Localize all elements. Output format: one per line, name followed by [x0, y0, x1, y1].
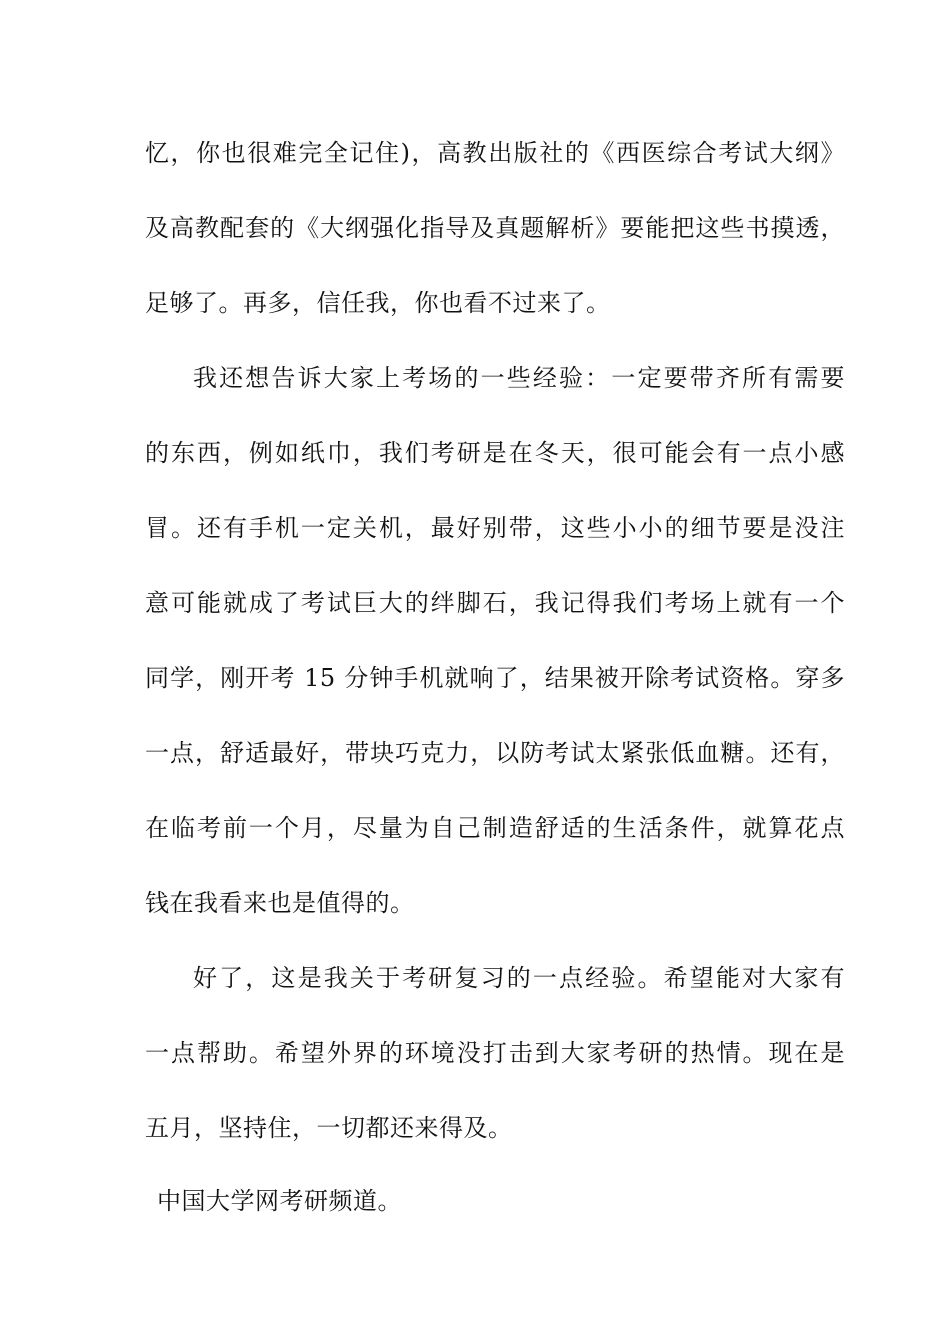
paragraph-2-line-1: 我还想告诉大家上考场的一些经验：一定要带齐所有需要	[193, 364, 845, 392]
paragraph-2-line-5: 同学，刚开考 15 分钟手机就响了，结果被开除考试资格。穿多	[145, 664, 845, 692]
paragraph-2-line-4: 意可能就成了考试巨大的绊脚石，我记得我们考场上就有一个	[145, 589, 845, 617]
paragraph-3-line-2: 一点帮助。希望外界的环境没打击到大家考研的热情。现在是	[145, 1039, 845, 1067]
paragraph-1-line-1: 忆，你也很难完全记住)，高教出版社的《西医综合考试大纲》	[145, 139, 845, 167]
paragraph-3-line-1: 好了，这是我关于考研复习的一点经验。希望能对大家有	[193, 964, 845, 992]
paragraph-2-line-2: 的东西，例如纸巾，我们考研是在冬天，很可能会有一点小感	[145, 439, 845, 467]
paragraph-2-line-3: 冒。还有手机一定关机，最好别带，这些小小的细节要是没注	[145, 514, 845, 542]
paragraph-2-line-7: 在临考前一个月，尽量为自己制造舒适的生活条件，就算花点	[145, 814, 845, 842]
paragraph-1-line-2: 及高教配套的《大纲强化指导及真题解析》要能把这些书摸透，	[145, 214, 845, 242]
source-line: 中国大学网考研频道。	[157, 1187, 402, 1215]
paragraph-1-line-3: 足够了。再多，信任我，你也看不过来了。	[145, 289, 611, 317]
paragraph-3-line-3: 五月，坚持住，一切都还来得及。	[145, 1114, 513, 1142]
paragraph-2-line-8: 钱在我看来也是值得的。	[145, 889, 415, 917]
paragraph-2-line-6: 一点，舒适最好，带块巧克力，以防考试太紧张低血糖。还有，	[145, 739, 845, 767]
